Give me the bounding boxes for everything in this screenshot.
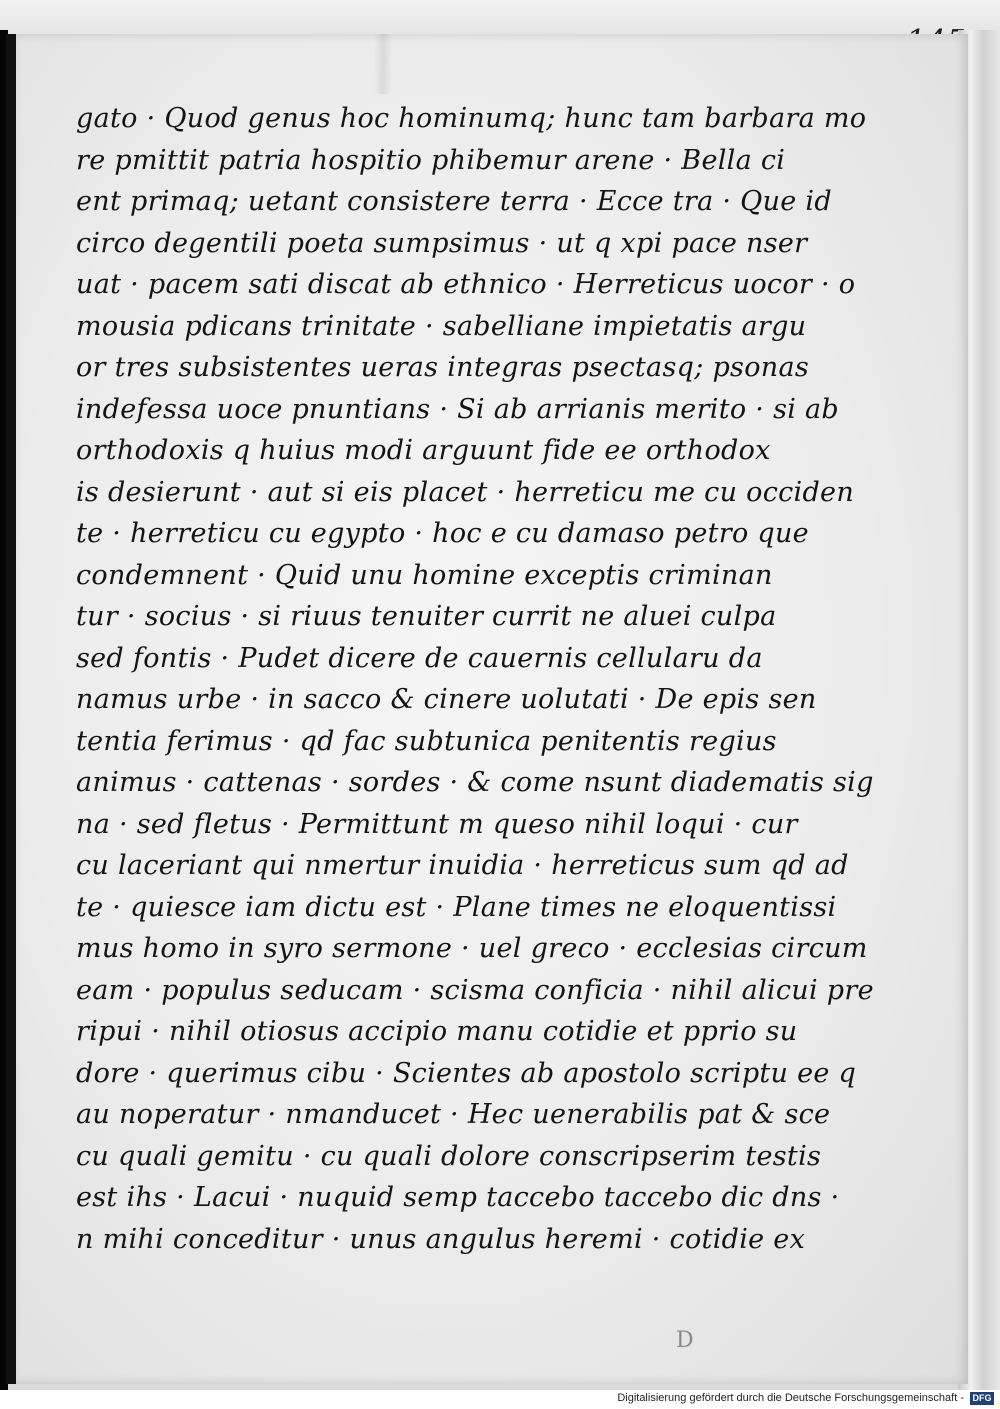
text-line: n mihi conceditur · unus angulus heremi · cotidie ex — [76, 1223, 806, 1255]
bottom-mark: D — [676, 1328, 694, 1353]
text-line: tur · socius · si riuus tenuiter currit ne aluei culpa — [76, 601, 777, 632]
text-line: circo degentili poeta sumpsimus · ut q xpi pace nser — [76, 227, 808, 259]
text-line: namus urbe · in sacco & cinere uolutati · De epis sen — [76, 684, 817, 715]
text-line: gato · Quod genus hoc hominumq; hunc tam barbara mo — [76, 103, 867, 134]
funding-credit: Digitalisierung gefördert durch die Deutsche Forschungsgemeinschaft - — [617, 1392, 964, 1404]
manuscript-text — [76, 98, 874, 1260]
text-line: dore · querimus cibu · Scientes ab apostolo scriptu ee q — [76, 1057, 857, 1089]
text-line: or tres subsistentes ueras integras psectasq; psonas — [76, 352, 810, 383]
text-line: cu laceriant qui nmertur inuidia · herreticus sum qd ad — [76, 850, 849, 881]
text-line: uat · pacem sati discat ab ethnico · Herreticus uocor · o — [76, 269, 856, 300]
text-line: condemnent · Quid unu homine exceptis criminan — [76, 559, 773, 591]
text-line: mus homo in syro sermone · uel greco · ecclesias circum — [76, 933, 868, 964]
text-line: te · quiesce iam dictu est · Plane times ne eloquentissi — [76, 891, 837, 923]
text-line: cu quali gemitu · cu quali dolore conscripserim testis — [76, 1140, 822, 1172]
text-line: au noperatur · nmanducet · Hec uenerabilis pat & sce — [76, 1099, 831, 1130]
text-line: sed fontis · Pudet dicere de cauernis cellularu da — [76, 642, 763, 674]
dfg-logo-icon: DFG — [970, 1392, 994, 1405]
footer-bar — [0, 1390, 1000, 1409]
text-line: animus · cattenas · sordes · & come nsunt diadematis sig — [76, 767, 874, 798]
text-line: te · herreticu cu egypto · hoc e cu damaso petro que — [76, 518, 809, 549]
page-crease — [374, 34, 392, 94]
text-line: ent primaq; uetant consistere terra · Ecce tra · Que id — [76, 186, 832, 217]
text-line: indefessa uoce pnuntians · Si ab arrianis merito · si ab — [76, 393, 840, 425]
text-line: mousia pdicans trinitate · sabelliane impietatis argu — [76, 310, 807, 342]
text-line: na · sed fletus · Permittunt m queso nihil loqui · cur — [76, 808, 798, 840]
text-line: ripui · nihil otiosus accipio manu cotidie et pprio su — [76, 1016, 798, 1047]
text-line: re pmittit patria hospitio phibemur arene · Bella ci — [76, 144, 786, 176]
text-line: is desierunt · aut si eis placet · herreticu me cu occiden — [76, 476, 855, 508]
text-line: tentia ferimus · qd fac subtunica penitentis regius — [76, 725, 777, 757]
text-line: orthodoxis q huius modi arguunt fide ee orthodox — [76, 435, 771, 466]
text-line: eam · populus seducam · scisma conficia · nihil alicui pre — [76, 974, 874, 1006]
text-line: est ihs · Lacui · nuquid semp taccebo taccebo dic dns · — [76, 1182, 840, 1213]
